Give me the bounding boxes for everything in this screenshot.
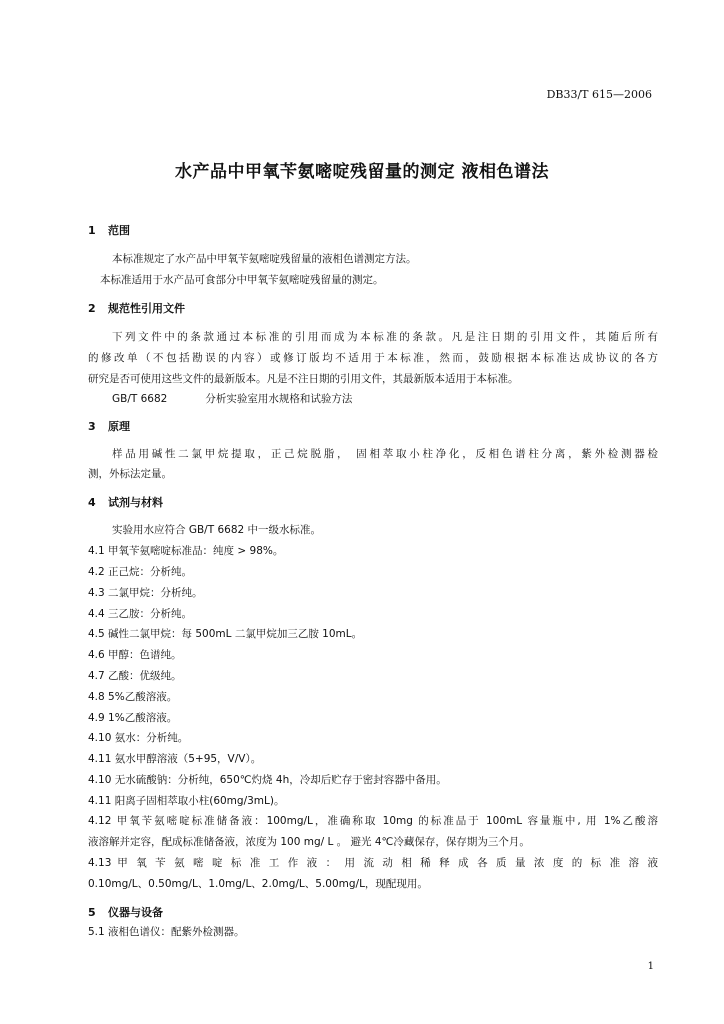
- list-item: 4.4 三乙胺：分析纯。: [88, 608, 193, 620]
- list-item: 4.7 乙酸：优级纯。: [88, 670, 182, 682]
- normative-ref-line-3: 研究是否可使用这些文件的最新版本。凡是不注日期的引用文件，其最新版本适用于本标准。: [88, 373, 519, 385]
- section-title: 规范性引用文件: [108, 302, 185, 315]
- page-title: 水产品中甲氧苄氨嘧啶残留量的测定 液相色谱法: [175, 162, 549, 182]
- section-number: 1: [88, 224, 96, 237]
- list-item: 4.11 氨水甲醇溶液（5+95，V/V）。: [88, 753, 262, 765]
- section-number: 4: [88, 496, 96, 509]
- section-4-heading: [88, 494, 163, 510]
- normative-ref-line-2: 的修改单（不包括勘误的内容）或修订版均不适用于本标准，然而，鼓励根据本标准达成协议的各方: [88, 352, 658, 364]
- list-item: 4.9 1%乙酸溶液。: [88, 712, 178, 724]
- ref-title: 分析实验室用水规格和试验方法: [205, 393, 353, 405]
- list-item: 4.6 甲醇：色谱纯。: [88, 649, 182, 661]
- item-4-12-line-2: 液溶解并定容，配成标准储备液，浓度为 100 mg/ L 。 避光 4℃冷藏保存，保存期为三个月。: [88, 836, 530, 848]
- list-item: 5.1 液相色谱仪：配紫外检测器。: [88, 926, 245, 938]
- item-4-13-line-2: 0.10mg/L、0.50mg/L、1.0mg/L、2.0mg/L、5.00mg/L，现配现用。: [88, 878, 428, 890]
- list-item: 4.5 碱性二氯甲烷：每 500mL 二氯甲烷加三乙胺 10mL。: [88, 628, 363, 640]
- principle-line-2: 测，外标法定量。: [88, 468, 172, 480]
- page-number: 1: [647, 961, 654, 972]
- section-title: 仪器与设备: [108, 906, 163, 919]
- normative-ref-entry: [112, 391, 352, 406]
- list-item: 4.11 阳离子固相萃取小柱(60mg/3mL)。: [88, 795, 285, 807]
- normative-ref-line-1: 下列文件中的条款通过本标准的引用而成为本标准的条款。凡是注日期的引用文件，其随后所有: [112, 331, 658, 343]
- section-title: 原理: [108, 420, 130, 433]
- section-title: 试剂与材料: [108, 496, 163, 509]
- section-1-heading: [88, 222, 130, 238]
- section-3-heading: [88, 418, 130, 434]
- list-item: 4.1 甲氧苄氨嘧啶标准品：纯度 > 98%。: [88, 545, 284, 557]
- list-item: 4.8 5%乙酸溶液。: [88, 691, 178, 703]
- item-4-12-line-1: 4.12 甲氧苄氨嘧啶标准储备液：100mg/L，准确称取 10mg 的标准品于 100mL 容量瓶中, 用 1%乙酸溶: [88, 815, 658, 827]
- principle-line-1: 样品用碱性二氯甲烷提取，正己烷脱脂， 固相萃取小柱净化，反相色谱柱分离，紫外检测器检: [112, 448, 658, 460]
- document-code: DB33/T 615—2006: [546, 88, 652, 101]
- scope-paragraph-1: 本标准规定了水产品中甲氧苄氨嘧啶残留量的液相色谱测定方法。: [112, 253, 417, 265]
- scope-paragraph-2: 本标准适用于水产品可食部分中甲氧苄氨嘧啶残留量的测定。: [100, 274, 384, 286]
- section-5-heading: [88, 904, 163, 920]
- section-number: 5: [88, 906, 96, 919]
- list-item: 4.3 二氯甲烷：分析纯。: [88, 587, 203, 599]
- section-title: 范围: [108, 224, 130, 237]
- item-4-13-line-1: 4.13 甲 氧 苄 氨 嘧 啶 标 准 工 作 液 ： 用 流 动 相 稀 释 成 各 质 量 浓 度 的 标 准 溶 液: [88, 857, 658, 869]
- list-item: 4.10 氨水：分析纯。: [88, 732, 189, 744]
- section-number: 3: [88, 420, 96, 433]
- section-2-heading: [88, 300, 185, 316]
- section-number: 2: [88, 302, 96, 315]
- list-item: 4.10 无水硫酸钠：分析纯，650℃灼烧 4h，冷却后贮存于密封容器中备用。: [88, 774, 447, 786]
- reagents-intro: 实验用水应符合 GB/T 6682 中一级水标准。: [112, 524, 322, 536]
- ref-code: GB/T 6682: [112, 393, 168, 405]
- list-item: 4.2 正己烷：分析纯。: [88, 566, 193, 578]
